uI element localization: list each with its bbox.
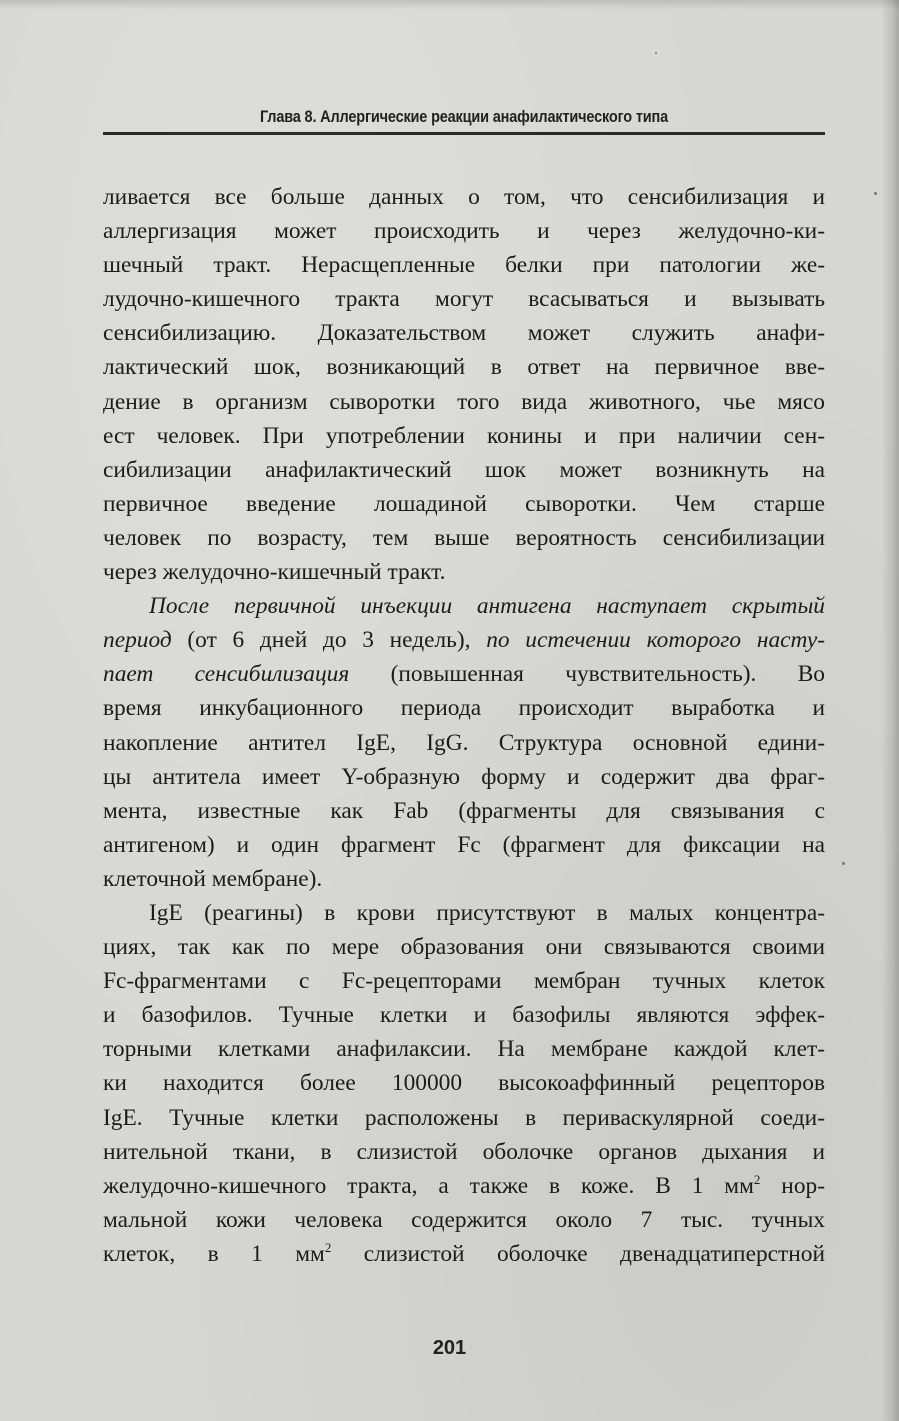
text-line: ливается все больше данных о том, что сенсибилизация и [103,184,825,210]
text-line: антигеном) и один фрагмент Fc (фрагмент для фиксации на [103,831,825,858]
body-text [103,180,825,1271]
text-line: клеточной мембране). [103,865,323,892]
text-line: мента, известные как Fab (фрагменты для связывания с [103,797,825,824]
italic-run: период [103,627,172,654]
text-line: дение в организм сыворотки того вида животного, чье мясо [103,388,825,415]
paragraph-1 [103,180,825,589]
text-line: торными клетками анафилаксии. На мембране каждой клет- [103,1036,825,1063]
italic-run: по истечении которого насту- [486,627,825,654]
text-line-mixed [103,657,825,691]
text-line: цы антитела имеет Y-образную форму и содержит два фраг- [103,763,825,790]
text-line: сибилизации анафилактический шок может возникнуть на [103,456,825,483]
page-edge-shadow [881,0,899,1421]
text-line: шечный тракт. Нерасщепленные белки при патологии же- [103,252,825,279]
text-line-superscript [103,1169,825,1203]
scan-speck [874,192,877,195]
text-line: аллергизация может происходить и через желудочно-ки- [103,218,825,245]
paragraph-3 [103,896,825,1271]
paragraph-2 [103,589,825,896]
page-number: 201 [432,1337,467,1359]
text-line: Fc-фрагментами с Fc-рецепторами мембран тучных клеток [103,968,825,995]
text-run: слизистой оболочке двенадцатиперстной [331,1240,825,1267]
text-run: желудочно-кишечного тракта, а также в коже. В 1 мм [103,1172,754,1199]
italic-run: пает сенсибилизация [103,661,350,688]
superscript: 2 [753,1171,761,1187]
text-line: человек по возрасту, тем выше вероятность сенсибилизации [103,524,825,551]
text-line-italic: После первичной инъекции антигена наступает скрытый [149,593,825,620]
roman-run: (повышенная чувствительность). Во [349,661,825,688]
text-line: лактический шок, возникающий в ответ на первичное вве- [103,354,825,381]
text-line: IgE. Тучные клетки расположены в периваскулярной соеди- [103,1104,825,1131]
text-line-superscript [103,1237,825,1271]
text-line: циях, так как по мере образования они связываются своими [103,934,825,961]
header-rule [103,132,825,135]
running-head: Глава 8. Аллергические реакции анафилактического типа [259,108,669,126]
text-line: мальной кожи человека содержится около 7 тыс. тучных [103,1206,825,1233]
text-line: нительной ткани, в слизистой оболочке органов дыхания и [103,1138,825,1165]
text-run: нор- [760,1172,826,1199]
superscript: 2 [324,1239,332,1255]
scan-speck [842,862,845,865]
scan-top-shadow [0,0,899,10]
scan-speck [655,52,657,54]
text-line: время инкубационного периода происходит выработка и [103,695,825,722]
text-line: через желудочно-кишечный тракт. [103,559,446,586]
text-line-mixed [103,623,825,657]
text-line: IgE (реагины) в крови присутствуют в малых концентра- [149,899,825,926]
text-line: ки находится более 100000 высокоаффинный рецепторов [103,1070,825,1097]
text-line: ест человек. При употреблении конины и при наличии сен- [103,422,825,449]
text-line: сенсибилизацию. Доказательством может служить анафи- [103,320,825,347]
text-line: лудочно-кишечного тракта могут всасываться и вызывать [103,286,825,313]
text-line: и базофилов. Тучные клетки и базофилы являются эффек- [103,1002,825,1029]
text-line: первичное введение лошадиной сыворотки. Чем старше [103,490,825,517]
text-line: накопление антител IgE, IgG. Структура основной едини- [103,729,825,756]
roman-run: (от 6 дней до 3 недель), [171,627,487,654]
text-run: клеток, в 1 мм [103,1240,325,1267]
